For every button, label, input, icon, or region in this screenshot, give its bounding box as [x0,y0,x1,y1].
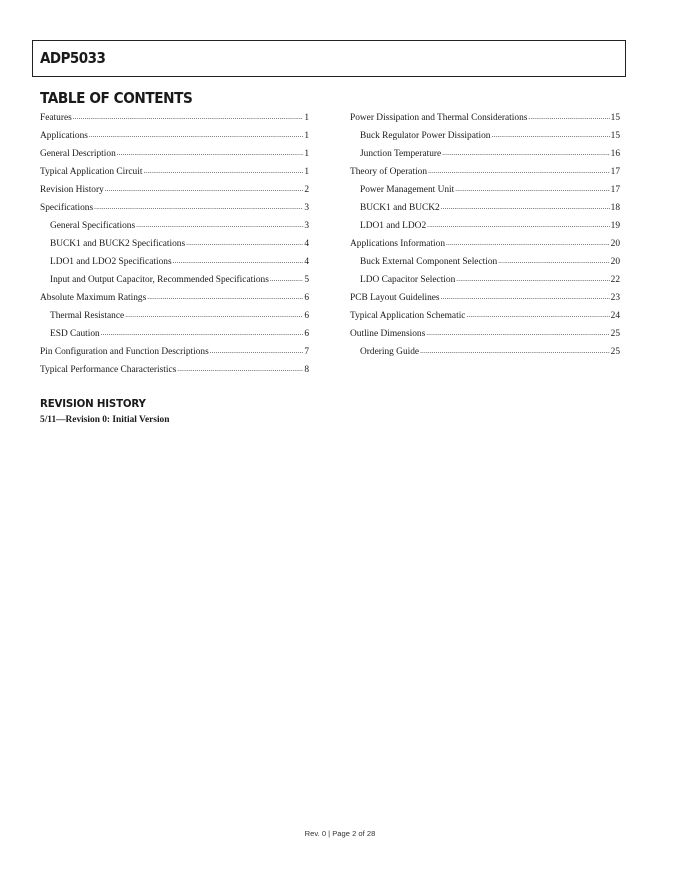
toc-entry-page-number: 24 [610,311,620,321]
toc-entry-page-number: 15 [610,113,620,123]
toc-entry-page-number: 18 [610,203,620,213]
toc-entry-label: Input and Output Capacitor, Recommended Specifications [50,275,269,285]
toc-entry-page-number: 20 [610,257,620,267]
toc-entry-page-number: 17 [610,167,620,177]
toc-entry-label: Theory of Operation [350,167,428,177]
toc-entry[interactable] [350,253,620,271]
toc-dot-leader [498,252,609,270]
toc-dot-leader [117,144,304,162]
toc-entry-page-number: 3 [304,203,309,213]
toc-entry-page-number: 4 [304,257,309,267]
toc-entry-label: General Description [40,149,116,159]
toc-entry[interactable] [40,181,309,199]
toc-entry[interactable] [350,109,620,127]
toc-heading: TABLE OF CONTENTS [40,89,193,107]
toc-entry-page-number: 23 [610,293,620,303]
toc-entry-label: Ordering Guide [360,347,420,357]
toc-entry[interactable] [40,307,309,325]
toc-dot-leader [136,216,303,234]
toc-entry-page-number: 25 [610,347,620,357]
toc-entry-label: Buck External Component Selection [360,257,498,267]
toc-entry-label: Revision History [40,185,104,195]
toc-dot-leader [491,126,609,144]
toc-entry-label: ESD Caution [50,329,100,339]
toc-entry[interactable] [40,163,309,181]
page-footer: Rev. 0 | Page 2 of 28 [304,829,376,838]
toc-entry[interactable] [40,289,309,307]
toc-entry-page-number: 17 [610,185,620,195]
toc-dot-leader [441,198,610,216]
toc-entry-page-number: 6 [304,329,309,339]
toc-entry-label: Pin Configuration and Function Descriptions [40,347,209,357]
toc-entry-page-number: 15 [610,131,620,141]
toc-entry-label: Power Dissipation and Thermal Considerations [350,113,528,123]
toc-entry[interactable] [350,271,620,289]
toc-entry-label: Typical Application Circuit [40,167,143,177]
toc-entry-page-number: 4 [304,239,309,249]
toc-entry[interactable] [350,181,620,199]
revision-history-heading: REVISION HISTORY [40,397,146,410]
toc-entry[interactable] [40,109,309,127]
toc-dot-leader [210,342,304,360]
toc-entry[interactable] [350,307,620,325]
toc-entry-page-number: 1 [304,131,309,141]
toc-entry-page-number: 3 [304,221,309,231]
toc-dot-leader [442,144,609,162]
toc-right-column [350,109,620,361]
toc-entry[interactable] [350,199,620,217]
toc-dot-leader [177,360,303,378]
toc-dot-leader [105,180,304,198]
toc-entry-label: BUCK1 and BUCK2 Specifications [50,239,186,249]
toc-entry-label: Absolute Maximum Ratings [40,293,147,303]
page-header-box [32,40,626,77]
toc-dot-leader [466,306,609,324]
revision-entry: 5/11—Revision 0: Initial Version [40,415,170,425]
toc-entry-label: LDO1 and LDO2 [360,221,427,231]
toc-entry-label: Typical Application Schematic [350,311,466,321]
toc-entry-label: Applications Information [350,239,446,249]
toc-left-column [40,109,309,379]
toc-entry[interactable] [350,163,620,181]
toc-dot-leader [186,234,303,252]
toc-dot-leader [89,126,303,144]
toc-entry-label: BUCK1 and BUCK2 [360,203,440,213]
toc-entry-page-number: 20 [610,239,620,249]
toc-dot-leader [147,288,303,306]
toc-dot-leader [428,162,610,180]
toc-entry[interactable] [40,217,309,235]
toc-entry[interactable] [40,199,309,217]
toc-entry-label: Specifications [40,203,94,213]
toc-dot-leader [101,324,304,342]
toc-dot-leader [143,162,303,180]
document-part-number: ADP5033 [40,49,106,67]
toc-entry-page-number: 1 [304,149,309,159]
toc-entry-page-number: 5 [304,275,309,285]
toc-entry-page-number: 16 [610,149,620,159]
toc-entry[interactable] [350,217,620,235]
toc-dot-leader [173,252,304,270]
toc-dot-leader [270,270,303,288]
toc-entry[interactable] [350,127,620,145]
toc-dot-leader [73,108,304,126]
toc-entry[interactable] [40,145,309,163]
toc-entry-page-number: 1 [304,113,309,123]
toc-entry-page-number: 8 [304,365,309,375]
toc-entry[interactable] [40,235,309,253]
toc-entry[interactable] [40,271,309,289]
toc-entry-label: Outline Dimensions [350,329,426,339]
toc-entry-label: Applications [40,131,88,141]
toc-entry[interactable] [350,145,620,163]
toc-entry-label: General Specifications [50,221,136,231]
toc-entry[interactable] [40,325,309,343]
toc-entry-page-number: 6 [304,293,309,303]
toc-entry-label: LDO1 and LDO2 Specifications [50,257,172,267]
toc-dot-leader [125,306,303,324]
toc-entry-label: Power Management Unit [360,185,455,195]
toc-dot-leader [94,198,303,216]
toc-entry[interactable] [350,325,620,343]
toc-dot-leader [427,216,609,234]
toc-entry-page-number: 6 [304,311,309,321]
toc-dot-leader [426,324,609,342]
toc-dot-leader [441,288,610,306]
toc-entry[interactable] [40,361,309,379]
toc-entry[interactable] [40,253,309,271]
toc-dot-leader [420,342,610,360]
toc-entry[interactable] [350,289,620,307]
toc-entry-label: Junction Temperature [360,149,442,159]
toc-entry-page-number: 19 [610,221,620,231]
toc-dot-leader [456,270,609,288]
toc-entry-page-number: 22 [610,275,620,285]
toc-entry-label: LDO Capacitor Selection [360,275,456,285]
toc-entry-page-number: 2 [304,185,309,195]
toc-entry-label: Buck Regulator Power Dissipation [360,131,491,141]
toc-entry-label: Typical Performance Characteristics [40,365,177,375]
toc-dot-leader [528,108,609,126]
toc-entry[interactable] [40,127,309,145]
toc-entry-label: Features [40,113,72,123]
toc-dot-leader [446,234,610,252]
toc-entry-page-number: 7 [304,347,309,357]
toc-dot-leader [455,180,609,198]
toc-entry-label: PCB Layout Guidelines [350,293,440,303]
toc-entry[interactable] [350,343,620,361]
toc-entry-page-number: 1 [304,167,309,177]
toc-entry[interactable] [40,343,309,361]
toc-entry-label: Thermal Resistance [50,311,125,321]
toc-entry[interactable] [350,235,620,253]
toc-entry-page-number: 25 [610,329,620,339]
